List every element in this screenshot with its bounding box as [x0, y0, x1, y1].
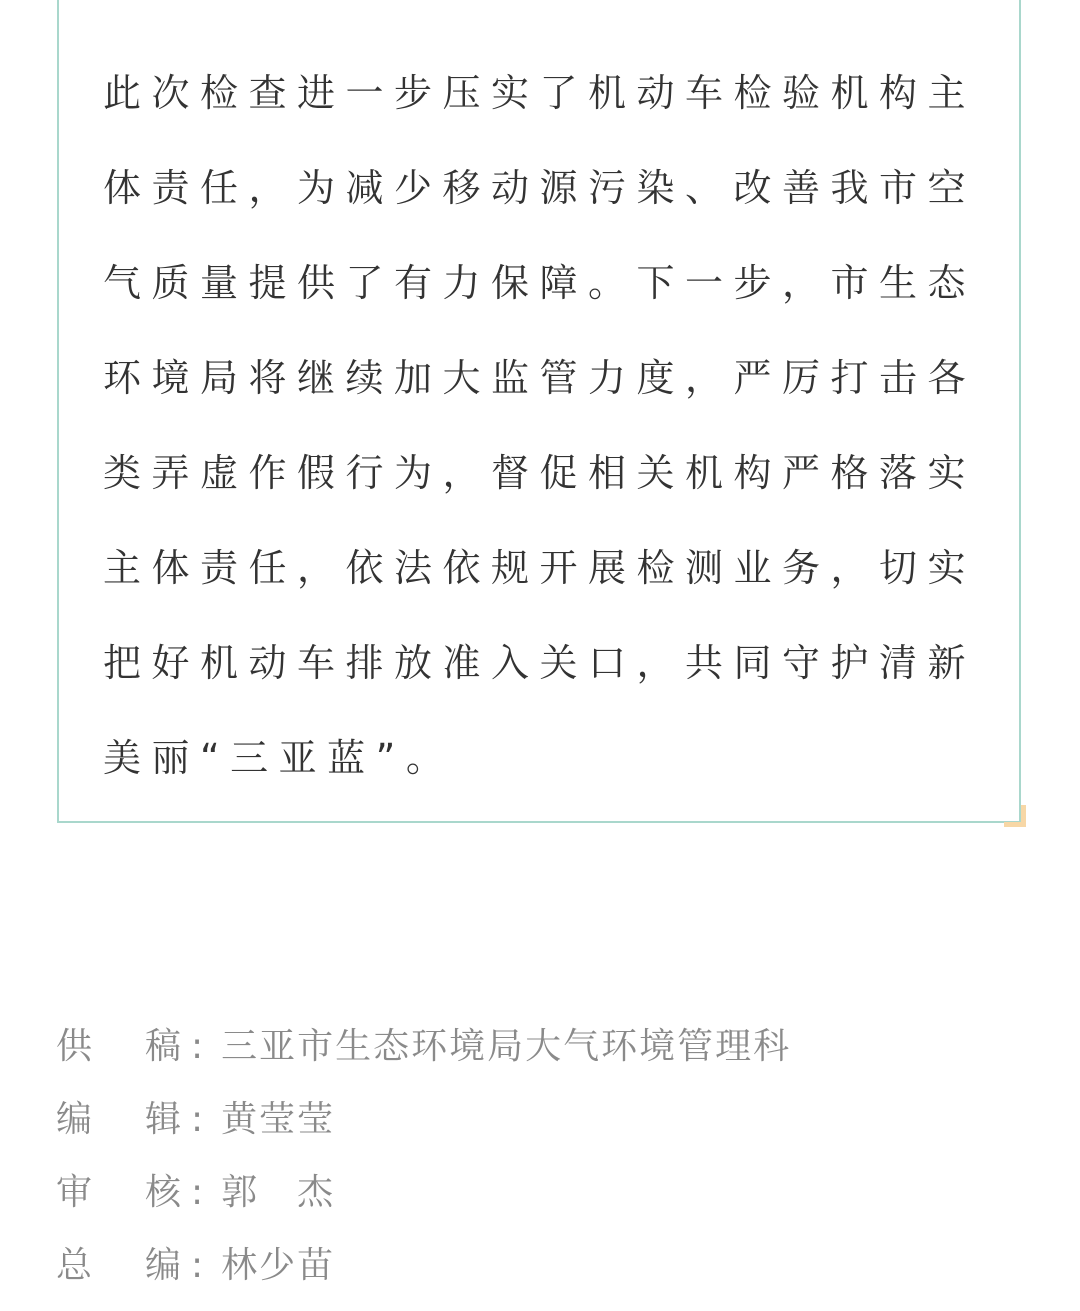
corner-accent [1004, 805, 1026, 827]
credit-row-reviewer [56, 1156, 1016, 1229]
article-paragraph: 此次检查进一步压实了机动车检验机构主体责任，为减少移动源污染、改善我市空气质量提供了有力保障。下一步，市生态环境局将继续加大监管力度，严厉打击各类弄虚作假行为，督促相关机构严格落实主体责任，依法依规开展检测业务，切实把好机动车排放准入关口，共同守护清新美丽“三亚蓝”。 [103, 71, 977, 780]
credit-label-first: 编 [56, 1099, 95, 1140]
credit-label [56, 1083, 183, 1156]
credit-row-chief-editor [56, 1229, 1016, 1302]
credit-value: 黄莹莹 [221, 1099, 336, 1140]
article-frame [57, 0, 1021, 823]
credit-label-second: 稿 [144, 1026, 183, 1067]
credit-label-second: 编 [144, 1245, 183, 1286]
credit-value: 郭 杰 [221, 1172, 336, 1213]
credit-row-source [56, 1010, 1016, 1083]
credit-label [56, 1156, 183, 1229]
credit-value: 三亚市生态环境局大气环境管理科 [221, 1026, 792, 1067]
credit-colon: : [191, 1099, 206, 1140]
credit-colon: : [191, 1172, 206, 1213]
credit-label-first: 审 [56, 1172, 95, 1213]
credit-colon: : [191, 1245, 206, 1286]
credit-label [56, 1010, 183, 1083]
credit-label-first: 总 [56, 1245, 95, 1286]
credit-label-second: 辑 [144, 1099, 183, 1140]
credits-section [56, 1010, 1016, 1302]
credit-label [56, 1229, 183, 1302]
credit-colon: : [191, 1026, 206, 1067]
credit-value: 林少苗 [221, 1245, 336, 1286]
credit-label-first: 供 [56, 1026, 95, 1067]
credit-row-editor [56, 1083, 1016, 1156]
credit-label-second: 核 [144, 1172, 183, 1213]
